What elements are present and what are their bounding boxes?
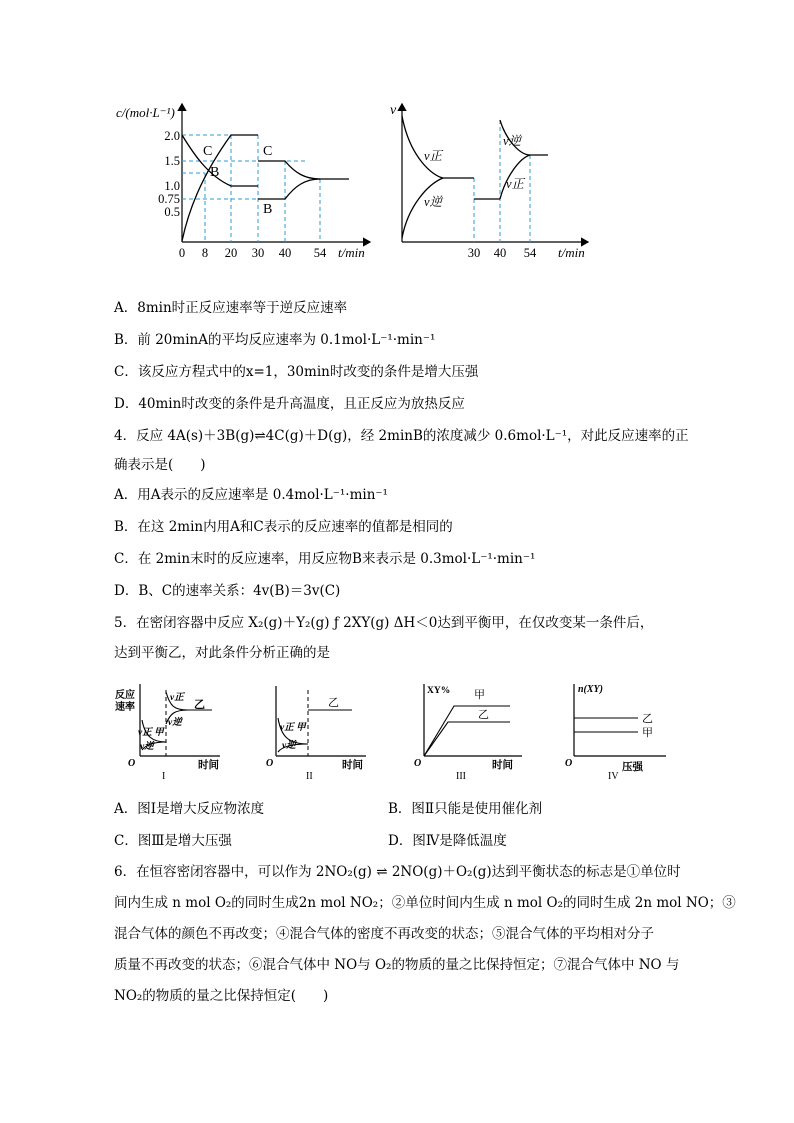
graph-iv-y-label: n(XY) <box>578 684 603 695</box>
q3-option-a: A．8min时正反应速率等于逆反应速率 <box>114 300 348 316</box>
q4-stem-cont: 确表示是( ) <box>114 457 206 473</box>
q3-option-d: D．40min时改变的条件是升高温度，且正反应为放热反应 <box>114 396 465 412</box>
q5-option-c: C．图Ⅲ是增大压强 <box>114 833 232 849</box>
rate-time-chart <box>388 98 598 263</box>
x-tick: 40 <box>278 246 292 260</box>
graph-ii-origin: O <box>266 758 274 769</box>
graph-iii-x-label: 时间 <box>492 760 513 771</box>
graph-iv <box>562 680 672 782</box>
label-v-reverse: v逆 <box>424 195 443 209</box>
q5-stem: 5．在密闭容器中反应 X₂(g)＋Y₂(g) ƒ 2XY(g) ΔH＜0达到平衡甲，在仅改变某一条件后， <box>114 615 654 631</box>
x-tick: 8 <box>201 246 209 260</box>
y-label-line2: 速率 <box>115 702 135 713</box>
graph-i <box>112 680 230 782</box>
y-tick: 0.5 <box>164 205 180 219</box>
q5-option-b: B．图Ⅱ只能是使用催化剂 <box>388 801 543 817</box>
q5-option-a: A．图Ⅰ是增大反应物浓度 <box>114 801 265 817</box>
q3-option-c: C．该反应方程式中的x=1，30min时改变的条件是增大压强 <box>114 364 479 380</box>
graph-ii <box>262 680 372 782</box>
curve-b-after <box>258 179 320 199</box>
y-axis-label: c/(mol·L⁻¹) <box>116 105 175 120</box>
x-tick: 30 <box>467 246 481 260</box>
y-tick: 1.0 <box>164 179 180 193</box>
x-tick: 40 <box>493 246 507 260</box>
graph-iii-label-yi: 乙 <box>478 709 489 721</box>
curve-label-c2: C <box>263 144 273 159</box>
q4-option-d: D．B、C的速率关系：4v(B)＝3v(C) <box>114 583 341 599</box>
graph-iv-x-label: 压强 <box>622 762 643 773</box>
graph-i-label-yi: 乙 <box>194 699 205 711</box>
graph-i-label-v-reverse-new: v逆 <box>168 718 182 728</box>
x-tick: 30 <box>251 246 265 260</box>
q6-line-5: NO₂的物质的量之比保持恒定( ) <box>114 988 329 1004</box>
q3-option-b: B．前 20minA的平均反应速率为 0.1mol·L⁻¹·min⁻¹ <box>114 332 436 348</box>
rate-curves <box>402 116 548 238</box>
graph-iii-label-jia: 甲 <box>474 689 485 701</box>
graph-ii-label-v-reverse: v逆 <box>282 741 296 751</box>
graph-iii-numeral: III <box>456 771 466 782</box>
x-axis-label: t/min <box>338 245 365 260</box>
q4-option-c: C．在 2min末时的反应速率，用反应物B来表示是 0.3mol·L⁻¹·min⁻¹ <box>114 551 536 567</box>
q6-line-1: 6．在恒容密闭容器中，可以作为 2NO₂(g) ⇌ 2NO(g)＋O₂(g)达到平衡状态的标志是①单位时 <box>114 864 681 880</box>
graph-i-label-v-reverse: v逆 <box>140 742 154 752</box>
graph-i-label-v-forward-new: v正 <box>170 693 184 703</box>
x-axis-label: t/min <box>558 245 585 260</box>
graph-iii <box>412 680 528 782</box>
y-tick: 2.0 <box>164 129 180 143</box>
graph-ii-numeral: II <box>306 771 313 782</box>
curve-label-b2: B <box>263 202 273 217</box>
y-label-line1: 反应 <box>115 690 135 701</box>
curve-label-b: B <box>210 165 220 180</box>
x-tick: 54 <box>523 246 537 260</box>
y-axis-label: v <box>390 103 397 118</box>
graph-iv-numeral: IV <box>608 771 619 782</box>
graph-i-numeral: I <box>162 771 166 782</box>
q5-option-d: D．图Ⅳ是降低温度 <box>388 833 507 849</box>
q5-stem-cont: 达到平衡乙，对此条件分析正确的是 <box>114 645 330 661</box>
x-tick-labels <box>468 246 537 260</box>
x-tick: 0 <box>178 246 186 260</box>
q4-option-a: A．用A表示的反应速率是 0.4mol·L⁻¹·min⁻¹ <box>114 487 388 503</box>
y-tick-labels <box>158 129 180 219</box>
y-tick: 1.5 <box>164 154 180 168</box>
q6-line-4: 质量不再改变的状态；⑥混合气体中 NO与 O₂的物质的量之比保持恒定；⑦混合气体中 NO 与 <box>114 957 680 973</box>
q4-stem: 4．反应 4A(s)＋3B(g)⇌4C(g)＋D(g)，经 2minB的浓度减少 0.6mol·L⁻¹，对此反应速率的正 <box>114 428 689 444</box>
x-tick: 20 <box>224 246 238 260</box>
curve-c <box>182 135 258 241</box>
q4-option-b: B．在这 2min内用A和C表示的反应速率的值都是相同的 <box>114 519 453 535</box>
graph-i-origin: O <box>128 758 136 769</box>
label-v-reverse-2: v逆 <box>503 134 522 148</box>
graph-iv-label-jia: 甲 <box>642 727 653 739</box>
curve-c-after <box>258 161 349 179</box>
curve-labels <box>203 144 272 217</box>
graph-iv-origin: O <box>565 758 573 769</box>
x-tick: 54 <box>313 246 327 260</box>
graph-iii-origin: O <box>414 758 422 769</box>
graph-i-label-v-forward-jia: v正 甲 <box>138 728 164 738</box>
graph-ii-label-yi: 乙 <box>328 697 339 709</box>
q6-line-3: 混合气体的颜色不再改变；④混合气体的密度不再改变的状态；⑤混合气体的平均相对分子 <box>114 926 654 942</box>
label-v-forward-2: v正 <box>506 177 525 191</box>
graph-iv-label-yi: 乙 <box>642 713 653 725</box>
x-tick-labels <box>179 246 327 260</box>
graph-iii-y-label: XY% <box>427 686 451 696</box>
graph-ii-x-label: 时间 <box>342 760 363 771</box>
q6-line-2: 间内生成 n mol O₂的同时生成2n mol NO₂；②单位时间内生成 n mol O₂的同时生成 2n mol NO；③ <box>114 895 736 911</box>
rate-labels <box>424 134 526 209</box>
label-v-forward: v正 <box>424 149 443 163</box>
curve-label-c: C <box>203 144 213 159</box>
y-tick: 0.75 <box>158 192 180 206</box>
graph-i-x-label: 时间 <box>198 760 219 771</box>
concentration-time-chart <box>108 98 378 263</box>
graph-ii-label-v-forward-jia: v正 甲 <box>280 723 306 733</box>
